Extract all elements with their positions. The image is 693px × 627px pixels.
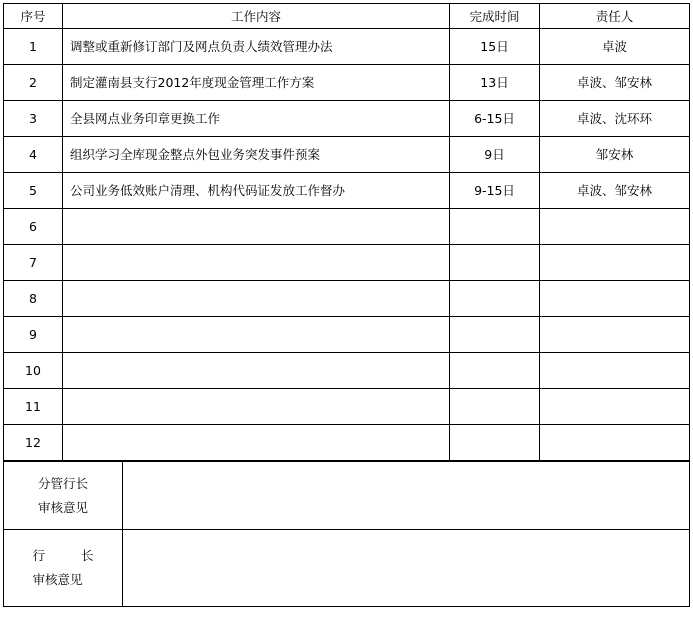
row-seq-cell: 5 — [4, 173, 63, 209]
header-date: 完成时间 — [450, 4, 540, 29]
table-row — [4, 389, 690, 425]
row-seq-cell: 9 — [4, 317, 63, 353]
row-content-cell[interactable]: 组织学习全库现金整点外包业务突发事件预案 — [63, 137, 450, 173]
row-date-cell[interactable]: 9日 — [450, 137, 540, 173]
row-content-cell[interactable] — [63, 245, 450, 281]
approval-table — [3, 461, 690, 607]
row-seq-cell: 10 — [4, 353, 63, 389]
row-content-cell[interactable] — [63, 317, 450, 353]
row-seq-cell: 4 — [4, 137, 63, 173]
president-approval-field[interactable] — [123, 530, 690, 607]
table-row — [4, 101, 690, 137]
row-seq-cell: 8 — [4, 281, 63, 317]
row-owner-cell[interactable] — [540, 389, 690, 425]
table-row — [4, 317, 690, 353]
row-content-cell[interactable]: 调整或重新修订部门及网点负责人绩效管理办法 — [63, 29, 450, 65]
table-row — [4, 173, 690, 209]
row-content-cell[interactable] — [63, 281, 450, 317]
work-plan-table — [3, 3, 690, 461]
row-owner-cell[interactable]: 卓波、邹安林 — [540, 65, 690, 101]
deputy-label-line2: 审核意见 — [37, 499, 88, 515]
header-seq: 序号 — [4, 4, 63, 29]
row-owner-cell[interactable] — [540, 245, 690, 281]
row-date-cell[interactable] — [450, 245, 540, 281]
row-seq-cell: 6 — [4, 209, 63, 245]
row-owner-cell[interactable]: 邹安林 — [540, 137, 690, 173]
row-content-cell[interactable]: 公司业务低效账户清理、机构代码证发放工作督办 — [63, 173, 450, 209]
header-content: 工作内容 — [63, 4, 450, 29]
deputy-approval-label — [4, 462, 123, 530]
table-row — [4, 245, 690, 281]
row-owner-cell[interactable]: 卓波 — [540, 29, 690, 65]
row-date-cell[interactable]: 13日 — [450, 65, 540, 101]
row-owner-cell[interactable] — [540, 209, 690, 245]
president-label-line1a: 行 — [32, 548, 45, 563]
table-row — [4, 65, 690, 101]
deputy-label-line1: 分管行长 — [37, 475, 88, 491]
row-date-cell[interactable] — [450, 353, 540, 389]
row-date-cell[interactable] — [450, 281, 540, 317]
row-seq-cell: 3 — [4, 101, 63, 137]
row-content-cell[interactable] — [63, 389, 450, 425]
row-content-cell[interactable]: 全县网点业务印章更换工作 — [63, 101, 450, 137]
row-date-cell[interactable] — [450, 425, 540, 461]
row-owner-cell[interactable] — [540, 317, 690, 353]
deputy-approval-row — [4, 462, 690, 530]
table-row — [4, 281, 690, 317]
table-row — [4, 29, 690, 65]
deputy-approval-field[interactable] — [123, 462, 690, 530]
table-row — [4, 209, 690, 245]
president-label-line1b: 长 — [81, 548, 94, 563]
row-date-cell[interactable]: 6-15日 — [450, 101, 540, 137]
header-owner: 责任人 — [540, 4, 690, 29]
row-content-cell[interactable] — [63, 209, 450, 245]
row-date-cell[interactable] — [450, 209, 540, 245]
row-date-cell[interactable] — [450, 317, 540, 353]
row-owner-cell[interactable]: 卓波、沈环环 — [540, 101, 690, 137]
president-approval-label — [4, 530, 123, 607]
row-content-cell[interactable]: 制定灌南县支行2012年度现金管理工作方案 — [63, 65, 450, 101]
row-owner-cell[interactable] — [540, 353, 690, 389]
row-date-cell[interactable]: 9-15日 — [450, 173, 540, 209]
row-seq-cell: 1 — [4, 29, 63, 65]
table-row — [4, 353, 690, 389]
row-seq-cell: 12 — [4, 425, 63, 461]
row-seq-cell: 7 — [4, 245, 63, 281]
president-label-line2: 审核意见 — [32, 572, 83, 587]
row-seq-cell: 2 — [4, 65, 63, 101]
row-owner-cell[interactable] — [540, 281, 690, 317]
president-approval-row — [4, 530, 690, 607]
table-row — [4, 137, 690, 173]
table-header-row — [4, 4, 690, 29]
table-row — [4, 425, 690, 461]
row-date-cell[interactable] — [450, 389, 540, 425]
row-owner-cell[interactable]: 卓波、邹安林 — [540, 173, 690, 209]
row-seq-cell: 11 — [4, 389, 63, 425]
row-content-cell[interactable] — [63, 425, 450, 461]
work-plan-form — [3, 3, 690, 607]
row-content-cell[interactable] — [63, 353, 450, 389]
row-date-cell[interactable]: 15日 — [450, 29, 540, 65]
row-owner-cell[interactable] — [540, 425, 690, 461]
